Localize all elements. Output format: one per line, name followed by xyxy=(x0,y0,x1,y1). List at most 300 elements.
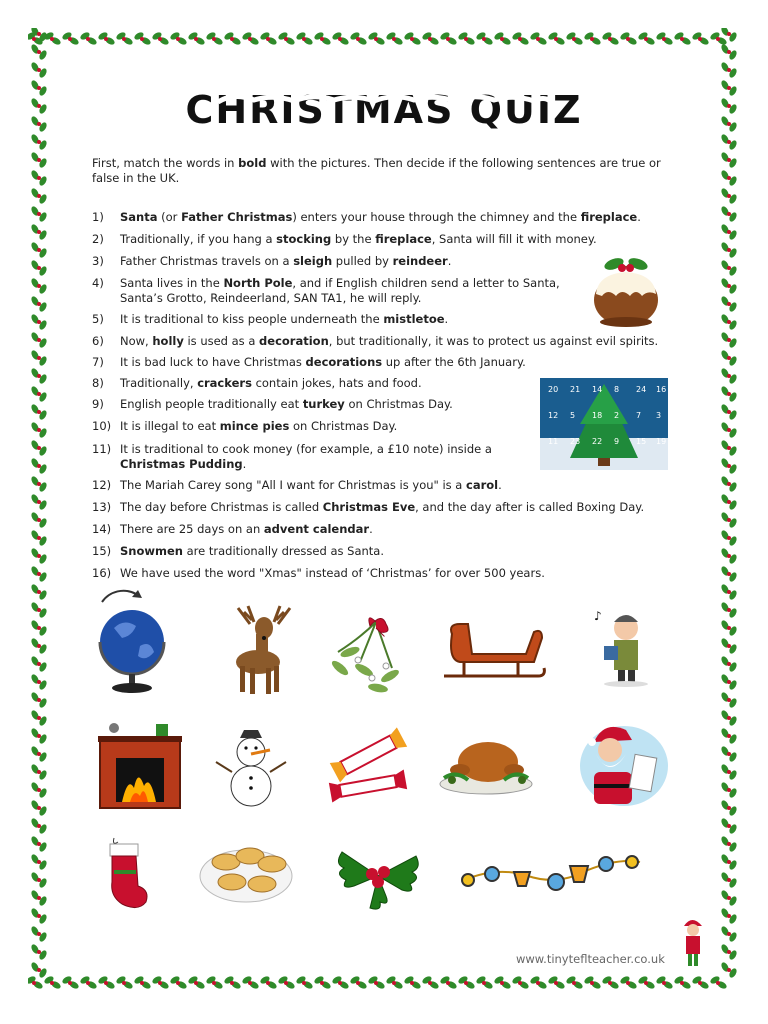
holly-sprig xyxy=(30,907,48,925)
holly-sprig xyxy=(720,637,738,655)
santa-image xyxy=(574,716,668,808)
keyword-bold: mistletoe xyxy=(383,312,445,326)
holly-sprig xyxy=(691,975,710,990)
question-text: contain jokes, hats and food. xyxy=(251,376,422,390)
holly-sprig xyxy=(30,961,48,979)
holly-sprig xyxy=(30,259,48,277)
globe-image xyxy=(92,588,172,696)
question-text: . xyxy=(242,457,247,471)
advent-day-number: 15 xyxy=(636,437,647,446)
advent-day-number: 22 xyxy=(592,437,603,446)
advent-day-number: 11 xyxy=(548,437,559,446)
question-item xyxy=(92,254,451,269)
question-item xyxy=(92,522,373,537)
holly-sprig xyxy=(30,817,48,835)
holly-sprig xyxy=(349,31,368,46)
holly-sprig xyxy=(720,331,738,349)
holly-sprig xyxy=(367,975,386,990)
question-item xyxy=(92,478,502,493)
holly-sprig xyxy=(720,169,738,187)
holly-sprig xyxy=(30,349,48,367)
holly-sprig xyxy=(720,655,738,673)
holly-sprig xyxy=(30,691,48,709)
holly-sprig xyxy=(30,619,48,637)
snowman-image xyxy=(214,728,288,808)
holly-sprig xyxy=(133,975,152,990)
holly-sprig xyxy=(241,31,260,46)
question-text: Now, xyxy=(120,334,153,348)
holly-sprig xyxy=(295,31,314,46)
question-text: up after the 6th January. xyxy=(382,355,526,369)
holly-sprig xyxy=(720,583,738,601)
holly-sprig xyxy=(151,975,170,990)
elf-image xyxy=(680,916,706,970)
holly-sprig xyxy=(277,975,296,990)
holly-sprig xyxy=(30,385,48,403)
holly-sprig xyxy=(61,975,80,990)
holly-sprig xyxy=(30,673,48,691)
question-item xyxy=(92,566,545,581)
holly-sprig xyxy=(720,547,738,565)
holly-sprig xyxy=(385,31,404,46)
advent-day-number: 18 xyxy=(592,411,603,420)
holly-sprig xyxy=(313,31,332,46)
holly-sprig xyxy=(720,691,738,709)
holly-sprig xyxy=(673,975,692,990)
holly-sprig xyxy=(30,763,48,781)
holly-sprig xyxy=(30,583,48,601)
holly-sprig xyxy=(583,975,602,990)
advent-day-number: 2 xyxy=(614,411,620,420)
question-text: The Mariah Carey song "All I want for Christmas is you" is a xyxy=(120,478,467,492)
holly-sprig xyxy=(637,31,656,46)
holly-sprig xyxy=(115,31,134,46)
holly-sprig xyxy=(720,439,738,457)
question-text: . xyxy=(637,210,641,224)
question-number: 14) xyxy=(92,522,112,536)
holly-sprig xyxy=(151,31,170,46)
holly-sprig xyxy=(511,31,530,46)
holly-sprig xyxy=(421,975,440,990)
holly-sprig xyxy=(30,28,48,43)
holly-sprig xyxy=(30,313,48,331)
holly-sprig xyxy=(133,31,152,46)
question-text: on Christmas Day. xyxy=(344,397,453,411)
question-item xyxy=(92,419,397,434)
question-text: pulled by xyxy=(332,254,393,268)
holly-sprig xyxy=(720,853,738,871)
holly-sprig xyxy=(30,655,48,673)
turkey-image xyxy=(438,730,534,796)
holly-sprig xyxy=(720,871,738,889)
question-text: is used as a xyxy=(183,334,260,348)
question-text: English people traditionally eat xyxy=(120,397,303,411)
holly-sprig xyxy=(720,817,738,835)
snow-cap-decoration xyxy=(214,92,554,106)
holly-sprig xyxy=(295,975,314,990)
holly-sprig xyxy=(30,601,48,619)
holly-sprig xyxy=(30,241,48,259)
holly-sprig xyxy=(30,223,48,241)
question-number: 7) xyxy=(92,355,104,369)
stocking-image xyxy=(94,832,154,914)
holly-sprig xyxy=(720,277,738,295)
question-text: It is illegal to eat xyxy=(120,419,220,433)
holly-sprig xyxy=(529,975,548,990)
question-number: 13) xyxy=(92,500,112,514)
holly-sprig xyxy=(313,975,332,990)
keyword-bold: Father Christmas xyxy=(181,210,293,224)
holly-sprig xyxy=(720,457,738,475)
holly-sprig xyxy=(439,975,458,990)
holly-sprig xyxy=(565,975,584,990)
instructions: First, match the words in bold with the pictures. Then decide if the following sentences are true or false in the UK. xyxy=(92,156,661,185)
question-text: Traditionally, xyxy=(120,376,198,390)
holly-sprig xyxy=(30,277,48,295)
holly-sprig xyxy=(30,799,48,817)
holly-image xyxy=(330,842,426,914)
sleigh-image xyxy=(438,614,548,688)
keyword-bold: advent calendar xyxy=(263,522,370,536)
holly-sprig xyxy=(385,975,404,990)
holly-sprig xyxy=(30,403,48,421)
holly-sprig xyxy=(439,31,458,46)
holly-sprig xyxy=(30,295,48,313)
question-item xyxy=(92,397,453,412)
question-text: (or xyxy=(157,210,182,224)
keyword-bold: sleigh xyxy=(293,254,333,268)
holly-sprig xyxy=(30,745,48,763)
holly-sprig xyxy=(30,169,48,187)
keyword-bold: decoration xyxy=(259,334,329,348)
holly-sprig xyxy=(619,31,638,46)
holly-sprig xyxy=(720,385,738,403)
keyword-bold: turkey xyxy=(302,397,345,411)
question-item xyxy=(92,355,526,370)
advent-day-number: 19 xyxy=(656,437,667,446)
holly-sprig xyxy=(720,781,738,799)
holly-border-top xyxy=(28,28,740,50)
holly-sprig xyxy=(720,28,738,43)
question-item xyxy=(92,544,384,559)
keyword-bold: mince pies xyxy=(219,419,290,433)
question-number: 2) xyxy=(92,232,104,246)
question-text: . xyxy=(369,522,373,536)
holly-sprig xyxy=(61,31,80,46)
question-text: , and if English children send a letter to Santa, xyxy=(292,276,560,290)
holly-sprig xyxy=(720,313,738,331)
question-text: ) enters your house through the chimney and the xyxy=(292,210,581,224)
holly-sprig xyxy=(529,31,548,46)
advent-day-number: 7 xyxy=(636,411,642,420)
holly-sprig xyxy=(619,975,638,990)
holly-sprig xyxy=(720,943,738,961)
holly-sprig xyxy=(720,763,738,781)
advent-day-number: 16 xyxy=(656,385,667,394)
holly-sprig xyxy=(720,475,738,493)
question-item xyxy=(92,232,597,247)
holly-sprig xyxy=(493,975,512,990)
holly-sprig xyxy=(720,295,738,313)
question-text: , and the day after is called Boxing Day. xyxy=(415,500,645,514)
question-number: 3) xyxy=(92,254,104,268)
question-text: by the xyxy=(331,232,376,246)
keyword-bold: Santa xyxy=(120,210,158,224)
holly-sprig xyxy=(720,241,738,259)
question-item xyxy=(92,276,560,306)
question-number: 6) xyxy=(92,334,104,348)
holly-sprig xyxy=(565,31,584,46)
holly-sprig xyxy=(547,975,566,990)
question-number: 9) xyxy=(92,397,104,411)
question-item xyxy=(92,376,422,391)
question-item xyxy=(92,210,641,225)
holly-sprig xyxy=(601,31,620,46)
question-text: are traditionally dressed as Santa. xyxy=(182,544,384,558)
holly-sprig xyxy=(511,975,530,990)
holly-sprig xyxy=(30,457,48,475)
holly-sprig xyxy=(30,727,48,745)
holly-sprig xyxy=(720,421,738,439)
page-title: CHRISTMAS QUIZ xyxy=(185,88,583,132)
holly-sprig xyxy=(720,889,738,907)
christmas-pudding-image xyxy=(590,252,662,328)
holly-sprig xyxy=(169,31,188,46)
holly-sprig xyxy=(655,975,674,990)
holly-sprig xyxy=(720,673,738,691)
question-text: The day before Christmas is called xyxy=(120,500,323,514)
keyword-bold: reindeer xyxy=(392,254,448,268)
advent-day-number: 8 xyxy=(614,385,620,394)
holly-sprig xyxy=(30,475,48,493)
question-text: It is traditional to kiss people underneath the xyxy=(120,312,384,326)
advent-day-number: 20 xyxy=(548,385,559,394)
holly-sprig xyxy=(30,547,48,565)
question-text: Santa’s Grotto, Reindeerland, SAN TA1, he will reply. xyxy=(120,291,422,305)
question-item xyxy=(92,334,658,349)
holly-sprig xyxy=(691,31,710,46)
question-text: on Christmas Day. xyxy=(289,419,398,433)
keyword-bold: North Pole xyxy=(223,276,293,290)
holly-sprig xyxy=(720,223,738,241)
holly-sprig xyxy=(655,31,674,46)
holly-sprig xyxy=(277,31,296,46)
svg-text:♪: ♪ xyxy=(594,609,602,623)
holly-sprig xyxy=(97,31,116,46)
question-number: 11) xyxy=(92,442,112,456)
advent-day-number: 14 xyxy=(592,385,603,394)
holly-sprig xyxy=(720,601,738,619)
holly-sprig xyxy=(187,31,206,46)
question-number: 5) xyxy=(92,312,104,326)
holly-sprig xyxy=(187,975,206,990)
holly-sprig xyxy=(601,975,620,990)
holly-sprig xyxy=(30,709,48,727)
holly-sprig xyxy=(349,975,368,990)
question-text: Father Christmas travels on a xyxy=(120,254,294,268)
keyword-bold: carol xyxy=(466,478,499,492)
holly-sprig xyxy=(30,781,48,799)
holly-sprig xyxy=(403,31,422,46)
keyword-bold: decorations xyxy=(305,355,383,369)
cracker-image xyxy=(326,724,410,810)
holly-sprig xyxy=(720,925,738,943)
holly-sprig xyxy=(720,205,738,223)
holly-sprig xyxy=(720,259,738,277)
keyword-bold: fireplace xyxy=(375,232,432,246)
holly-sprig xyxy=(457,975,476,990)
holly-sprig xyxy=(79,975,98,990)
holly-sprig xyxy=(720,43,738,61)
holly-sprig xyxy=(720,835,738,853)
holly-border-left xyxy=(28,28,50,994)
holly-sprig xyxy=(367,31,386,46)
question-number: 16) xyxy=(92,566,112,580)
holly-sprig xyxy=(720,349,738,367)
advent-day-number: 9 xyxy=(614,437,620,446)
holly-sprig xyxy=(720,619,738,637)
holly-sprig xyxy=(421,31,440,46)
holly-sprig xyxy=(30,853,48,871)
advent-day-number: 5 xyxy=(570,411,576,420)
holly-sprig xyxy=(205,975,224,990)
question-item xyxy=(92,312,448,327)
holly-sprig xyxy=(720,367,738,385)
holly-sprig xyxy=(30,835,48,853)
holly-sprig xyxy=(457,31,476,46)
question-text: . xyxy=(498,478,502,492)
question-text: It is bad luck to have Christmas xyxy=(120,355,306,369)
holly-sprig xyxy=(79,31,98,46)
keyword-bold: Christmas Pudding xyxy=(120,457,243,471)
holly-sprig xyxy=(115,975,134,990)
keyword-bold: stocking xyxy=(276,232,332,246)
holly-sprig xyxy=(30,529,48,547)
holly-sprig xyxy=(30,511,48,529)
holly-sprig xyxy=(30,889,48,907)
holly-sprig xyxy=(30,331,48,349)
holly-sprig xyxy=(475,31,494,46)
holly-sprig xyxy=(30,43,48,61)
holly-sprig xyxy=(720,907,738,925)
holly-sprig xyxy=(30,943,48,961)
footer-url: www.tinyteflteacher.co.uk xyxy=(516,952,665,966)
question-text: Traditionally, if you hang a xyxy=(120,232,277,246)
reindeer-image xyxy=(218,600,310,696)
holly-sprig xyxy=(30,421,48,439)
advent-day-number: 3 xyxy=(656,411,662,420)
holly-sprig xyxy=(30,439,48,457)
holly-sprig xyxy=(720,745,738,763)
question-text: Santa lives in the xyxy=(120,276,224,290)
holly-sprig xyxy=(331,975,350,990)
decorations-image xyxy=(458,846,644,894)
advent-day-number: 21 xyxy=(570,385,581,394)
question-text: . xyxy=(447,254,452,268)
holly-sprig xyxy=(30,925,48,943)
holly-sprig xyxy=(720,133,738,151)
keyword-bold: crackers xyxy=(197,376,252,390)
holly-sprig xyxy=(720,529,738,547)
question-text: We have used the word "Xmas" instead of ‘Christmas’ for over 500 years. xyxy=(120,566,545,580)
advent-day-number: 24 xyxy=(636,385,647,394)
holly-sprig xyxy=(720,511,738,529)
holly-sprig xyxy=(30,637,48,655)
question-number: 12) xyxy=(92,478,112,492)
advent-day-number: 12 xyxy=(548,411,559,420)
question-text: , Santa will fill it with money. xyxy=(431,232,597,246)
question-text: , but traditionally, it was to protect us against evil spirits. xyxy=(328,334,659,348)
holly-sprig xyxy=(30,205,48,223)
holly-sprig xyxy=(30,151,48,169)
holly-sprig xyxy=(720,151,738,169)
keyword-bold: Christmas Eve xyxy=(322,500,416,514)
holly-sprig xyxy=(223,975,242,990)
holly-sprig xyxy=(30,367,48,385)
keyword-bold: Snowmen xyxy=(120,544,183,558)
keyword-bold: fireplace xyxy=(580,210,638,224)
holly-sprig xyxy=(720,727,738,745)
holly-border-bottom xyxy=(28,972,740,994)
mince-pies-image xyxy=(198,842,294,904)
keyword-bold: holly xyxy=(152,334,184,348)
holly-sprig xyxy=(97,975,116,990)
question-number: 10) xyxy=(92,419,112,433)
holly-sprig xyxy=(169,975,188,990)
question-item xyxy=(92,442,492,472)
mistletoe-image xyxy=(320,612,420,698)
holly-sprig xyxy=(30,493,48,511)
caroler-image xyxy=(592,606,656,688)
holly-sprig xyxy=(30,187,48,205)
holly-sprig xyxy=(720,187,738,205)
holly-sprig xyxy=(637,975,656,990)
advent-calendar-image xyxy=(540,378,668,470)
holly-sprig xyxy=(331,31,350,46)
holly-sprig xyxy=(475,975,494,990)
holly-sprig xyxy=(30,133,48,151)
holly-sprig xyxy=(720,403,738,421)
holly-sprig xyxy=(493,31,512,46)
holly-sprig xyxy=(30,565,48,583)
fireplace-image xyxy=(98,718,182,810)
question-number: 8) xyxy=(92,376,104,390)
holly-sprig xyxy=(720,493,738,511)
holly-sprig xyxy=(720,565,738,583)
holly-border-right xyxy=(718,28,740,994)
question-number: 4) xyxy=(92,276,104,290)
holly-sprig xyxy=(720,961,738,979)
holly-sprig xyxy=(720,799,738,817)
holly-sprig xyxy=(720,61,738,79)
holly-sprig xyxy=(547,31,566,46)
holly-sprig xyxy=(30,871,48,889)
holly-sprig xyxy=(205,31,224,46)
holly-sprig xyxy=(259,975,278,990)
holly-sprig xyxy=(30,61,48,79)
holly-sprig xyxy=(720,709,738,727)
question-item xyxy=(92,500,644,515)
question-number: 1) xyxy=(92,210,104,224)
question-text: . xyxy=(444,312,449,326)
advent-day-number: 23 xyxy=(570,437,581,446)
holly-sprig xyxy=(403,975,422,990)
holly-sprig xyxy=(583,31,602,46)
holly-sprig xyxy=(673,31,692,46)
question-number: 15) xyxy=(92,544,112,558)
holly-sprig xyxy=(241,975,260,990)
holly-sprig xyxy=(259,31,278,46)
